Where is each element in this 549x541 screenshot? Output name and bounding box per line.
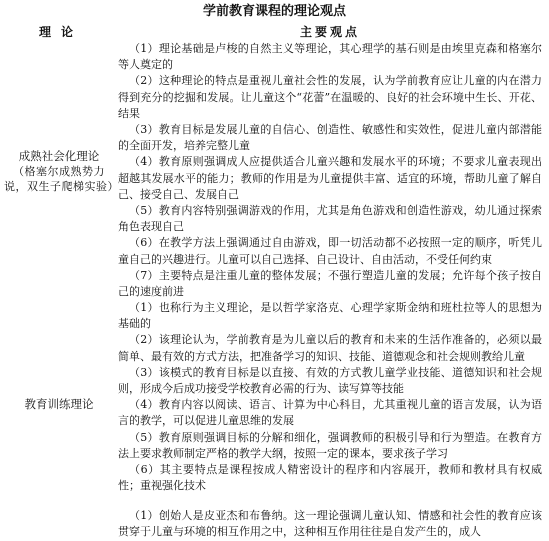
theory-points-maturation xyxy=(118,41,542,300)
theory-points-training xyxy=(118,300,542,494)
point-item: （7）主要特点是注重儿童的整体发展；不强行塑造儿童的发展；允许每个孩子按自己的速度前进 xyxy=(118,268,542,299)
point-item: （2）该理论认为，学前教育是为儿童以后的教育和未来的生活作准备的，必须以最简单、最有效的方式方法，把准备学习的知识、技能、道德观念和社会规则教给儿童 xyxy=(118,333,542,363)
point-item: （5）教育原则强调目标的分解和细化，强调教师的积极引导和行为塑造。在教育方法上要求教师制定严格的教学大纲，按照一定的课本，要求孩子学习 xyxy=(118,430,542,460)
point-item: （3）该模式的教育目标是以直接、有效的方式教儿童学业技能、道德知识和社会规则，形成今后成功接受学校教育必需的行为、读写算等技能 xyxy=(118,365,542,396)
point-item: （4）教育内容以阅读、语言、计算为中心科目，尤其重视儿童的语言发展，认为语言的教学，可以促进儿童思维的发展 xyxy=(118,398,542,428)
point-item: （6）在教学方法上强调通过自由游戏，即一切活动都不必按照一定的顺序，听凭儿童自己的兴趣进行。儿童可以自己选择、自己设计、自由活动，不受任何约束 xyxy=(118,236,542,266)
theory-name-training xyxy=(4,397,114,412)
point-item: （2）这种理论的特点是重视儿童社会性的发展，认为学前教育应让儿童的内在潜力得到充分的挖掘和发展。让儿童这个“花蕾”在温暖的、良好的社会环境中生长、开花、结果 xyxy=(118,74,542,120)
theory-name-note: （格塞尔成熟势力说，双生子爬梯实验） xyxy=(4,165,119,193)
point-item: （4）教育原则强调成人应提供适合儿童兴趣和发展水平的环境；不要求儿童表现出超越其发展水平的能力；教师的作用是为儿童提供丰富、适宜的环境，帮助儿童了解自己、接受自己、发展自己 xyxy=(118,155,542,201)
document-title: 学前教育课程的理论观点 xyxy=(202,4,346,19)
column-header-points: 主要观点 xyxy=(299,25,360,39)
point-item: （1）创始人是皮亚杰和布鲁纳。这一理论强调儿童认知、情感和社会性的教育应该贯穿于儿童与环境的相互作用之中，这种相互作用往往是自发产生的，成人 xyxy=(118,509,542,539)
column-header-theory: 理论 xyxy=(38,25,83,39)
point-item: （5）教育内容特别强调游戏的作用，尤其是角色游戏和创造性游戏，幼儿通过探索角色表现自己 xyxy=(118,204,542,234)
theory-name-label: 教育训练理论 xyxy=(24,397,94,411)
theory-name-label: 成熟社会化理论 xyxy=(18,149,100,163)
theory-points-cognitive xyxy=(118,508,542,540)
point-item: （1）理论基础是卢梭的自然主义等理论，其心理学的基石则是由埃里克森和格塞尔等人奠定的 xyxy=(118,42,542,72)
point-item: （6）其主要特点是课程按成人精密设计的程序和内容展开，教师和教材具有权威性；重视强化技术 xyxy=(118,463,542,493)
point-item: （1）也称行为主义理论，是以哲学家洛克、心理学家斯金纳和班杜拉等人的思想为基础的 xyxy=(118,301,542,331)
point-item: （3）教育目标是发展儿童的自信心、创造性、敏感性和实效性，促进儿童内部潜能的全面开发，培养完整儿童 xyxy=(118,123,542,153)
theory-name-maturation xyxy=(4,149,119,194)
